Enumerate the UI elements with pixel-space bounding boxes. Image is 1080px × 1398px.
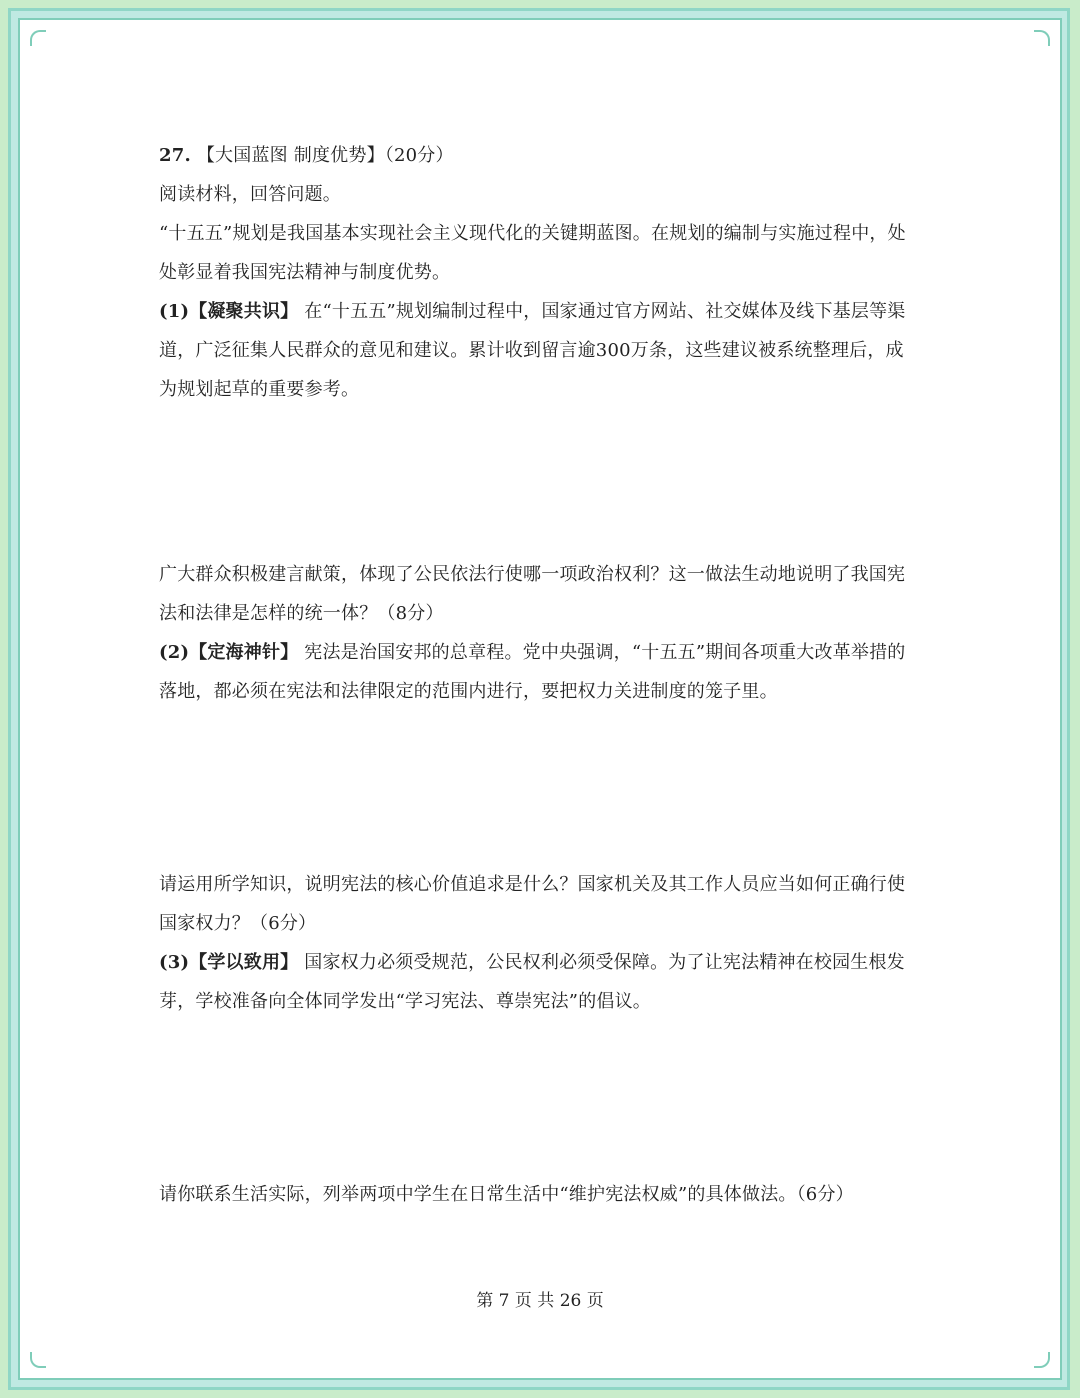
question-score: （20分） — [384, 145, 454, 166]
part-3-question-line: 请你联系生活实际，列举两项中学生在日常生活中“维护宪法权威”的具体做法。（6分） — [159, 1184, 854, 1205]
part-2-material-text: 宪法是治国安邦的总章程。党中央强调，“十五五”期间各项重大改革举措的 — [304, 642, 906, 663]
question-instruction: 阅读材料，回答问题。 — [159, 184, 341, 205]
part-2-question-line: 请运用所学知识，说明宪法的核心价值追求是什么？国家机关及其工作人员应当如何正确行使 — [159, 874, 906, 895]
part-3-material-text: 国家权力必须受规范，公民权利必须受保障。为了让宪法精神在校园生根发 — [304, 952, 905, 973]
corner-ornament — [30, 1352, 46, 1368]
question-number: 27. — [159, 145, 191, 166]
part-3-material-line: 芽，学校准备向全体同学发出“学习宪法、尊崇宪法”的倡议。 — [159, 991, 652, 1012]
part-1-material-line — [159, 292, 921, 331]
part-1-material-line: 为规划起草的重要参考。 — [159, 379, 360, 400]
answer-space — [159, 1021, 921, 1175]
part-3-material-line — [159, 943, 921, 982]
intro-line: “十五五”规划是我国基本实现社会主义现代化的关键期蓝图。在规划的编制与实施过程中，处 — [159, 223, 906, 244]
question-header — [159, 136, 921, 175]
part-2-label: (2)【定海神针】 — [159, 642, 299, 663]
question-title: 【大国蓝图 制度优势】 — [196, 145, 385, 166]
answer-space — [159, 711, 921, 865]
part-1-question-line: 法和法律是怎样的统一体？（8分） — [159, 603, 444, 624]
part-1-question-line: 广大群众积极建言献策，体现了公民依法行使哪一项政治权利？这一做法生动地说明了我国宪 — [159, 564, 906, 585]
corner-ornament — [1034, 1352, 1050, 1368]
part-1-material-text: 在“十五五”规划编制过程中，国家通过官方网站、社交媒体及线下基层等渠 — [304, 301, 906, 322]
answer-space — [159, 409, 921, 555]
part-3-label: (3)【学以致用】 — [159, 952, 299, 973]
part-1-label: (1)【凝聚共识】 — [159, 301, 299, 322]
part-2-question-line: 国家权力？（6分） — [159, 913, 317, 934]
part-1-material-line: 道，广泛征集人民群众的意见和建议。累计收到留言逾300万条，这些建议被系统整理后，成 — [159, 340, 904, 361]
question-body — [159, 136, 921, 1214]
page-number: 第 7 页 共 26 页 — [476, 1291, 604, 1311]
part-2-material-line — [159, 633, 921, 672]
corner-ornament — [1034, 30, 1050, 46]
intro-line: 处彰显着我国宪法精神与制度优势。 — [159, 262, 451, 283]
part-2-material-line: 落地，都必须在宪法和法律限定的范围内进行，要把权力关进制度的笼子里。 — [159, 681, 778, 702]
corner-ornament — [30, 30, 46, 46]
